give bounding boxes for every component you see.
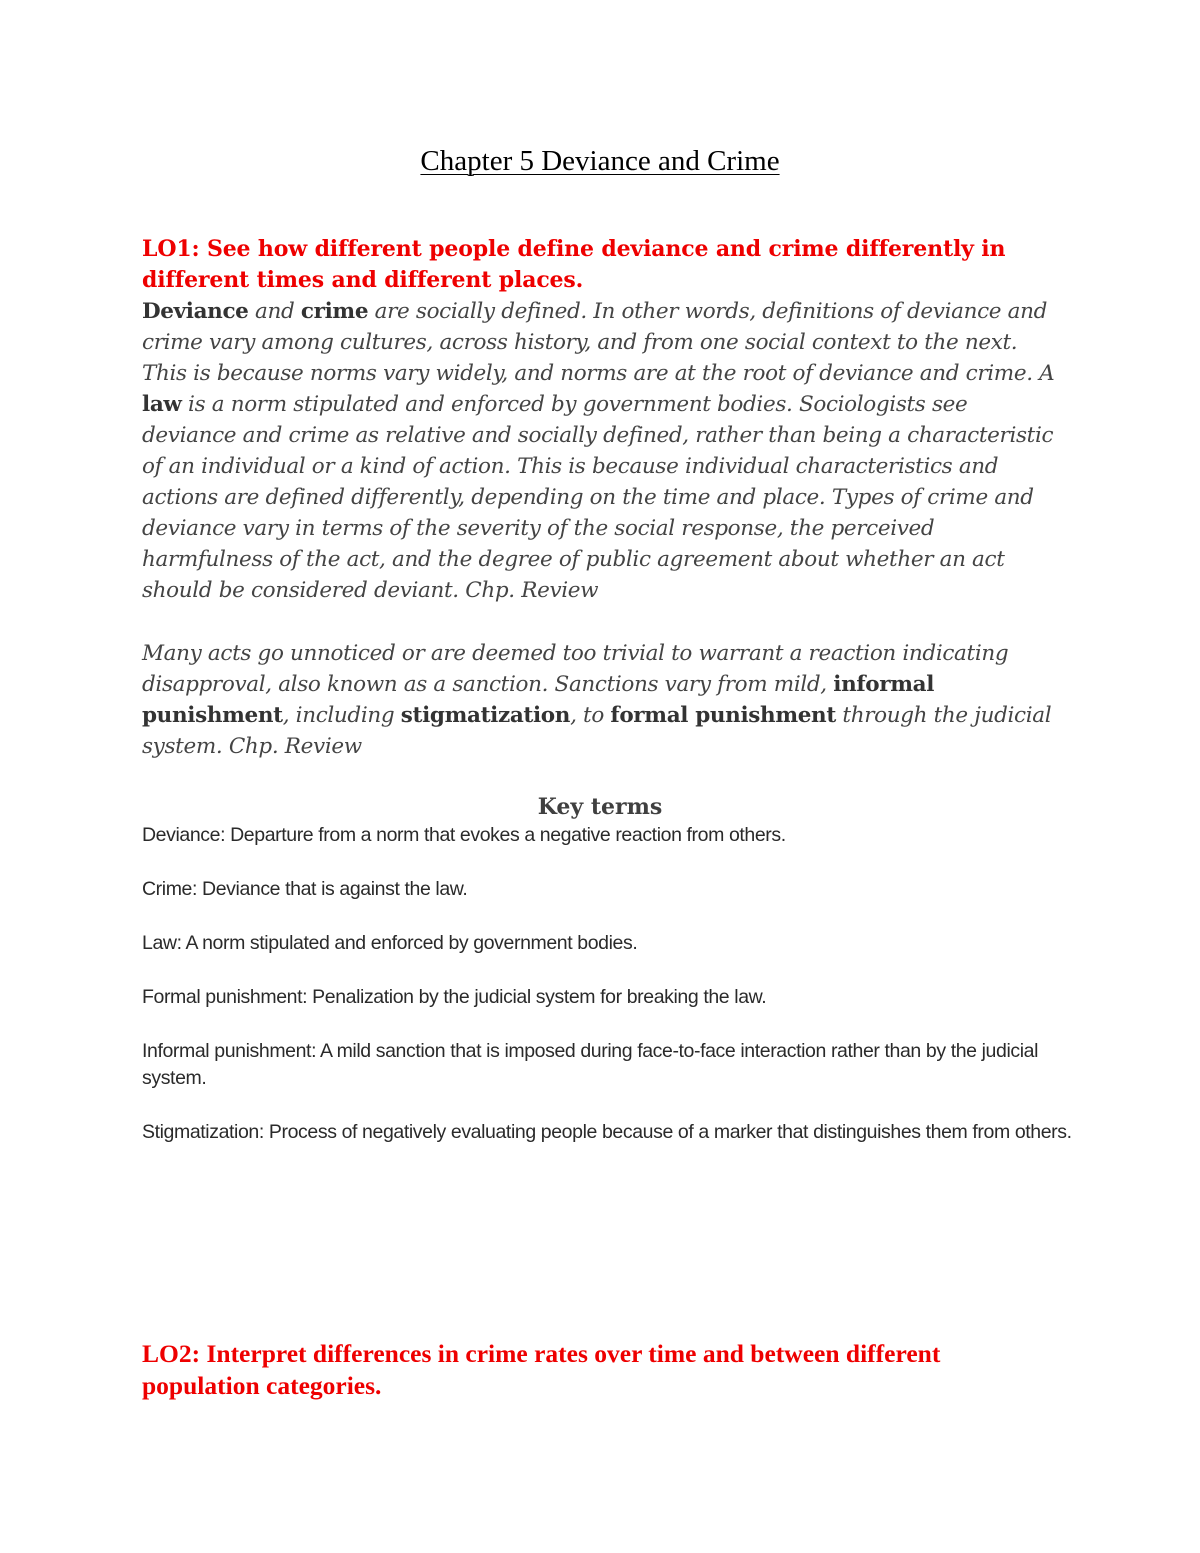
text-segment: , including: [282, 703, 401, 728]
key-term-formal-punishment: Formal punishment: Penalization by the judicial system for breaking the law.: [142, 986, 767, 1008]
text-segment: Many acts go unnoticed or are deemed too trivial to warrant a reaction indicating disapproval, also known as a sanction. Sanctions vary from mild,: [142, 641, 1009, 697]
lo1-paragraph-2: [142, 638, 1062, 762]
lo2-heading: LO2: Interpret differences in crime rates over time and between different population categories.: [142, 1339, 941, 1400]
term-formal-punishment: formal punishment: [610, 703, 836, 728]
key-terms-heading: Key terms: [537, 794, 663, 820]
text-segment: , to: [570, 703, 611, 728]
text-segment: is a norm stipulated and enforced by government bodies. Sociologists see deviance and crime as relative and socially defined, rather than being a characteristic of an individual or a kind of action. This is because individual characteristics and actions are defined differently, depending on the time and place. Types of crime and deviance vary in terms of the severity of the social response, the perceived harmfulness of the act, and the degree of public agreement about whether an act should be considered deviant. Chp. Review: [142, 392, 1054, 603]
key-term-deviance: Deviance: Departure from a norm that evokes a negative reaction from others.: [142, 824, 786, 846]
lo1-paragraph-1: [142, 296, 1062, 606]
text-segment: are socially defined. In other words, definitions of deviance and crime vary among cultures, across history, and from one social context to the next. This is because norms vary widely, and norms are at the root of deviance and crime. A: [142, 299, 1055, 386]
term-deviance: Deviance: [142, 299, 249, 324]
key-term-stigmatization: Stigmatization: Process of negatively evaluating people because of a marker that distinguishes them from others.: [142, 1121, 1072, 1143]
term-crime: crime: [300, 299, 369, 324]
text-segment: and: [248, 299, 301, 324]
term-law: law: [142, 392, 182, 417]
key-term-crime: Crime: Deviance that is against the law.: [142, 878, 468, 900]
term-informal-punishment: informal punishment: [142, 672, 935, 728]
key-terms-list: [142, 822, 1072, 1173]
page-title: Chapter 5 Deviance and Crime: [420, 145, 780, 177]
key-term-informal-punishment: Informal punishment: A mild sanction that is imposed during face-to-face interaction rather than by the judicial system.: [142, 1040, 1039, 1089]
text-segment: through the judicial system. Chp. Review: [142, 703, 1052, 759]
lo1-heading: LO1: See how different people define deviance and crime differently in different times and different places.: [142, 236, 1006, 293]
key-term-law: Law: A norm stipulated and enforced by government bodies.: [142, 932, 638, 954]
term-stigmatization: stigmatization: [400, 703, 571, 728]
